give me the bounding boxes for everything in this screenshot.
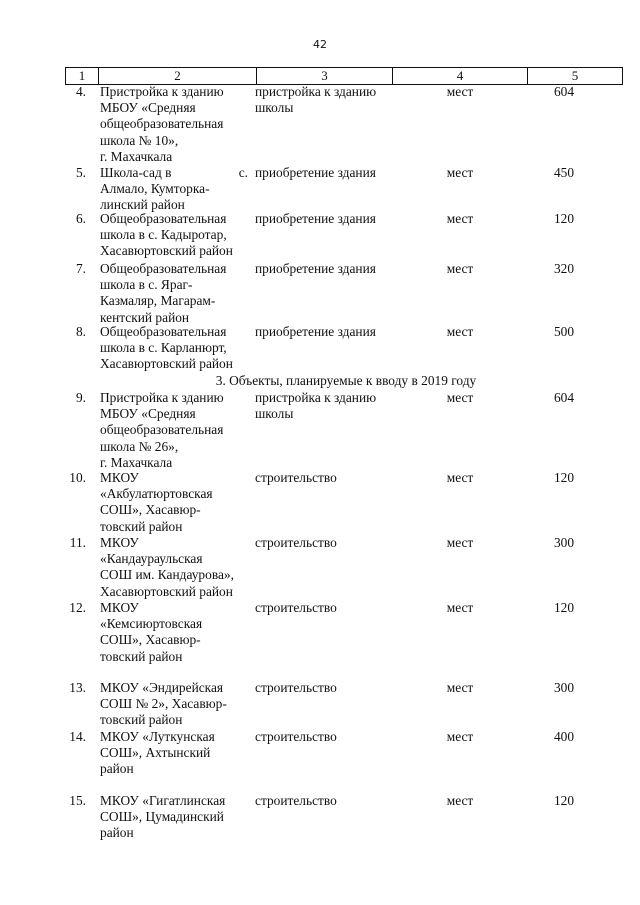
row-number: 9. xyxy=(75,390,86,405)
work-type-line: строительство xyxy=(255,793,337,808)
object-name-line: Хасавюртовский район xyxy=(100,356,233,372)
object-name-line xyxy=(100,165,248,181)
work-type-line: строительство xyxy=(255,470,337,485)
header-col-5: 5 xyxy=(527,68,623,84)
object-name-line: Пристройка к зданию xyxy=(100,84,224,99)
unit: мест xyxy=(446,165,474,180)
object-name-line: СОШ», Цумадинский xyxy=(100,809,224,825)
object-name-line: Общеобразовательная xyxy=(100,324,227,339)
object-name-line: Хасавюртовский район xyxy=(100,583,233,599)
page-number: 42 xyxy=(313,38,327,51)
work-type-line: строительство xyxy=(255,600,337,615)
section-title: 3. Объекты, планируемые к вводу в 2019 году xyxy=(215,373,477,388)
object-name-part: Школа-сад в xyxy=(100,165,172,180)
object-name-line: Пристройка к зданию xyxy=(100,390,224,405)
object-name-line: СОШ», Хасавюр- xyxy=(100,502,201,518)
unit: мест xyxy=(446,600,474,615)
object-name xyxy=(100,600,248,665)
object-name-line: «Кандаураульская xyxy=(100,551,203,567)
object-name-line: МКОУ xyxy=(100,535,139,550)
unit: мест xyxy=(446,793,474,808)
object-name-line: «Акбулатюртовская xyxy=(100,486,213,502)
object-name-line: кентский район xyxy=(100,309,190,325)
object-name-line: МКОУ xyxy=(100,470,139,485)
object-name-line: МКОУ «Эндирейская xyxy=(100,680,224,695)
row-number: 6. xyxy=(75,211,86,226)
object-name-line: МБОУ «Средняя xyxy=(100,100,196,116)
work-type-line: приобретение здания xyxy=(255,211,376,226)
object-name-line: товский район xyxy=(100,648,183,664)
object-name-line: СОШ», Ахтынский xyxy=(100,745,211,761)
object-name-line: СОШ», Хасавюр- xyxy=(100,632,201,648)
work-type xyxy=(255,793,390,809)
work-type xyxy=(255,535,390,551)
row-number: 14. xyxy=(69,729,86,744)
capacity-value: 450 xyxy=(553,165,575,180)
unit: мест xyxy=(446,535,474,550)
object-name xyxy=(100,470,248,535)
row-number: 8. xyxy=(75,324,86,339)
work-type xyxy=(255,165,390,181)
row-number: 13. xyxy=(69,680,86,695)
work-type-line: школы xyxy=(255,100,294,116)
object-name-line: Общеобразовательная xyxy=(100,261,227,276)
unit: мест xyxy=(446,729,474,744)
header-col-2: 2 xyxy=(98,68,256,84)
object-name-line: МКОУ «Гигатлинская xyxy=(100,793,226,808)
capacity-value: 120 xyxy=(553,793,575,808)
work-type-line: школы xyxy=(255,406,294,422)
row-number: 7. xyxy=(75,261,86,276)
row-number: 5. xyxy=(75,165,86,180)
work-type xyxy=(255,390,390,422)
object-name-line: «Кемсиюртовская xyxy=(100,616,203,632)
capacity-value: 120 xyxy=(553,600,575,615)
header-col-1: 1 xyxy=(65,68,98,84)
object-name-line: общеобразовательная xyxy=(100,422,224,438)
object-name-line: Хасавюртовский район xyxy=(100,243,233,259)
work-type-line: приобретение здания xyxy=(255,324,376,339)
object-name-line: школа № 26», xyxy=(100,438,179,454)
object-name-line: общеобразовательная xyxy=(100,116,224,132)
object-name xyxy=(100,390,248,471)
work-type-line: приобретение здания xyxy=(255,261,376,276)
unit: мест xyxy=(446,261,474,276)
object-name xyxy=(100,535,248,600)
capacity-value: 320 xyxy=(553,261,575,276)
object-name-line: школа в с. Яраг- xyxy=(100,277,193,293)
object-name xyxy=(100,793,248,842)
capacity-value: 300 xyxy=(553,535,575,550)
object-name xyxy=(100,324,248,373)
object-name xyxy=(100,165,248,214)
work-type xyxy=(255,84,390,116)
object-name-line: линский район xyxy=(100,197,185,213)
capacity-value: 120 xyxy=(553,470,575,485)
work-type xyxy=(255,680,390,696)
capacity-value: 604 xyxy=(553,84,575,99)
object-name-line: г. Махачкала xyxy=(100,454,173,470)
object-name-line: Казмаляр, Магарам- xyxy=(100,293,216,309)
object-name-line: школа в с. Карланюрт, xyxy=(100,340,227,356)
capacity-value: 400 xyxy=(553,729,575,744)
object-name xyxy=(100,680,248,729)
object-name xyxy=(100,729,248,778)
row-number: 10. xyxy=(69,470,86,485)
object-name-line: МКОУ «Луткунская xyxy=(100,729,215,744)
row-number: 11. xyxy=(69,535,86,550)
work-type-line: приобретение здания xyxy=(255,165,376,180)
object-name-line: СОШ № 2», Хасавюр- xyxy=(100,696,227,712)
work-type-line: пристройка к зданию xyxy=(255,84,377,99)
object-name-part: с. xyxy=(238,165,248,180)
work-type xyxy=(255,600,390,616)
row-number: 12. xyxy=(69,600,86,615)
object-name-line: школа в с. Кадыротар, xyxy=(100,227,227,243)
object-name-line: район xyxy=(100,761,134,777)
work-type-line: пристройка к зданию xyxy=(255,390,377,405)
object-name xyxy=(100,84,248,165)
unit: мест xyxy=(446,84,474,99)
work-type xyxy=(255,261,390,277)
object-name-line: район xyxy=(100,825,134,841)
header-col-4: 4 xyxy=(392,68,527,84)
object-name-line: СОШ им. Кандаурова», xyxy=(100,567,234,583)
work-type xyxy=(255,729,390,745)
object-name-line: МКОУ xyxy=(100,600,139,615)
work-type-line: строительство xyxy=(255,729,337,744)
object-name-line: школа № 10», xyxy=(100,132,179,148)
work-type-line: строительство xyxy=(255,535,337,550)
unit: мест xyxy=(446,470,474,485)
capacity-value: 120 xyxy=(553,211,575,226)
unit: мест xyxy=(446,324,474,339)
object-name-line: г. Махачкала xyxy=(100,148,173,164)
work-type-line: строительство xyxy=(255,680,337,695)
object-name-line: товский район xyxy=(100,518,183,534)
object-name-line: Общеобразовательная xyxy=(100,211,227,226)
object-name xyxy=(100,211,248,260)
object-name-line: Алмало, Кумторка- xyxy=(100,181,210,197)
work-type xyxy=(255,470,390,486)
row-number: 15. xyxy=(69,793,86,808)
capacity-value: 500 xyxy=(553,324,575,339)
capacity-value: 300 xyxy=(553,680,575,695)
object-name-line: МБОУ «Средняя xyxy=(100,406,196,422)
unit: мест xyxy=(446,680,474,695)
object-name xyxy=(100,261,248,326)
table-header xyxy=(65,67,623,85)
object-name-line: товский район xyxy=(100,712,183,728)
header-col-3: 3 xyxy=(256,68,392,84)
row-number: 4. xyxy=(75,84,86,99)
work-type xyxy=(255,211,390,227)
work-type xyxy=(255,324,390,340)
capacity-value: 604 xyxy=(553,390,575,405)
unit: мест xyxy=(446,211,474,226)
unit: мест xyxy=(446,390,474,405)
